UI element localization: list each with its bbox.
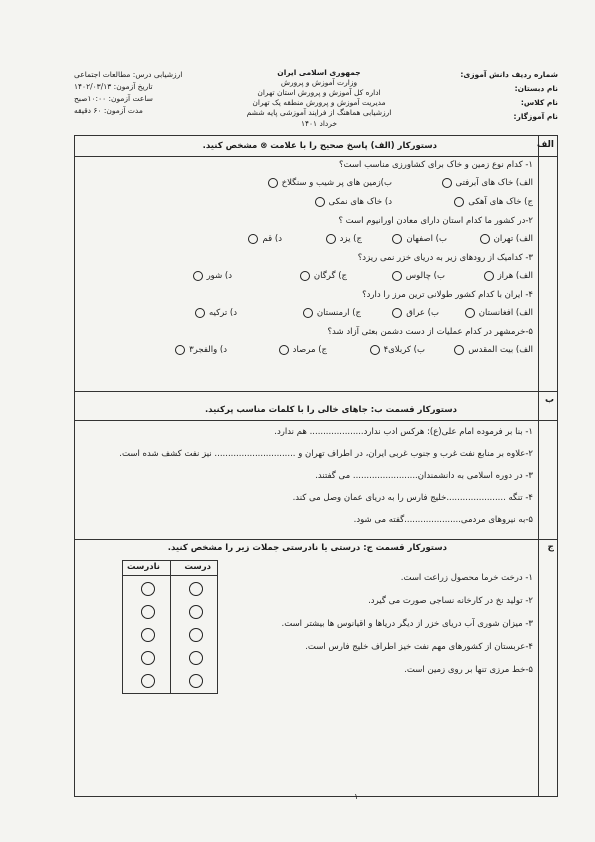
q3-option-c[interactable]: ج) گرگان bbox=[300, 271, 347, 281]
teacher-name-label: نام آموزگار: bbox=[513, 112, 558, 121]
false-circle-3[interactable] bbox=[141, 628, 155, 642]
header-exam-title: ارزشیابی هماهنگ از فرایند آموزشی پایه ششم bbox=[246, 108, 392, 117]
section-b-divider bbox=[75, 420, 557, 421]
q2-option-d[interactable]: د) قم bbox=[248, 234, 282, 244]
tf-item-3: ۳- میزان شوری آب دریای خزر از دیگر دریاها و اقیانوس ها بیشتر است. bbox=[281, 619, 533, 629]
true-circle-5[interactable] bbox=[189, 674, 203, 688]
q1-option-c[interactable]: ج) خاک های آهکی bbox=[454, 197, 533, 207]
blank-item-5: ۵-به نیروهای مردمی.....................گفته می شود. bbox=[353, 515, 533, 525]
true-circle-2[interactable] bbox=[189, 605, 203, 619]
radio-icon[interactable] bbox=[315, 197, 325, 207]
q3-option-b[interactable]: ب) چالوس bbox=[392, 271, 445, 281]
radio-icon[interactable] bbox=[268, 178, 278, 188]
q3-option-a[interactable]: الف) هراز bbox=[484, 271, 533, 281]
radio-icon[interactable] bbox=[465, 308, 475, 318]
radio-icon[interactable] bbox=[454, 197, 464, 207]
column-false-header: نادرست bbox=[127, 562, 160, 572]
question-1: ۱- کدام نوع زمین و خاک برای کشاورزی مناسب است؟ bbox=[339, 160, 533, 170]
section-a-instruction: دستورکار (الف) پاسخ صحیح را با علامت ⊗ مشخص کنید. bbox=[202, 141, 437, 151]
radio-icon[interactable] bbox=[195, 308, 205, 318]
exam-duration-label: مدت آزمون: ۶۰ دقیقه bbox=[74, 106, 143, 115]
radio-icon[interactable] bbox=[392, 234, 402, 244]
question-4: ۴- ایران با کدام کشور طولانی ترین مرز را دارد؟ bbox=[362, 290, 533, 300]
student-number-label: شماره ردیف دانش آموزی: bbox=[460, 70, 558, 79]
q4-option-d[interactable]: د) ترکیه bbox=[195, 308, 237, 318]
tf-item-4: ۴-عربستان از کشورهای مهم نفت خیز اطراف خلیج فارس است. bbox=[305, 642, 533, 652]
exam-header bbox=[74, 62, 558, 136]
section-a-divider bbox=[75, 156, 557, 157]
true-circle-3[interactable] bbox=[189, 628, 203, 642]
q2-option-b[interactable]: ب) اصفهان bbox=[392, 234, 447, 244]
radio-icon[interactable] bbox=[279, 345, 289, 355]
question-3: ۳- کدامیک از رودهای زیر به دریای خزر نمی ریزد؟ bbox=[357, 253, 533, 263]
tf-item-1: ۱- درخت خرما محصول زراعت است. bbox=[400, 573, 533, 583]
radio-icon[interactable] bbox=[392, 308, 402, 318]
tf-item-2: ۲- تولید نخ در کارخانه نساجی صورت می گیرد. bbox=[368, 596, 533, 606]
false-circle-2[interactable] bbox=[141, 605, 155, 619]
radio-icon[interactable] bbox=[248, 234, 258, 244]
radio-icon[interactable] bbox=[370, 345, 380, 355]
radio-icon[interactable] bbox=[442, 178, 452, 188]
radio-icon[interactable] bbox=[484, 271, 494, 281]
q4-option-b[interactable]: ب) عراق bbox=[392, 308, 439, 318]
radio-icon[interactable] bbox=[175, 345, 185, 355]
header-exam-date: خرداد ۱۴۰۱ bbox=[300, 119, 338, 128]
section-b-letter: ب bbox=[544, 395, 554, 405]
false-circle-5[interactable] bbox=[141, 674, 155, 688]
section-c-top-line bbox=[75, 539, 557, 540]
section-c-instruction: دستورکار قسمت ج: درستی یا نادرستی جملات زیر را مشخص کنید. bbox=[167, 543, 447, 553]
radio-icon[interactable] bbox=[326, 234, 336, 244]
radio-icon[interactable] bbox=[480, 234, 490, 244]
true-false-table bbox=[122, 560, 218, 694]
question-5: ۵-خرمشهر در کدام عملیات از دست دشمن بعثی آزاد شد؟ bbox=[327, 327, 533, 337]
true-circle-1[interactable] bbox=[189, 582, 203, 596]
blank-item-1: ۱- بنا بر فرموده امام علی(ع): هرکس ادب ندارد.................... هم ندارد. bbox=[274, 427, 533, 437]
section-a-letter: الف bbox=[536, 140, 554, 150]
q4-option-c[interactable]: ج) ارمنستان bbox=[303, 308, 361, 318]
subject-label: ارزشیابی درس: مطالعات اجتماعی bbox=[74, 70, 183, 79]
false-circle-4[interactable] bbox=[141, 651, 155, 665]
radio-icon[interactable] bbox=[303, 308, 313, 318]
q4-option-a[interactable]: الف) افغانستان bbox=[465, 308, 533, 318]
section-margin-line bbox=[538, 136, 539, 796]
exam-body-frame bbox=[74, 135, 558, 797]
q3-option-d[interactable]: د) شور bbox=[193, 271, 232, 281]
header-ministry: وزارت آموزش و پرورش bbox=[280, 78, 358, 87]
q5-option-d[interactable]: د) والفجر۳ bbox=[175, 345, 227, 355]
section-c-letter: ج bbox=[547, 542, 554, 552]
section-b-top-line bbox=[75, 391, 557, 392]
q5-option-c[interactable]: ج) مرصاد bbox=[279, 345, 327, 355]
blank-item-2: ۲-علاوه بر منابع نفت غرب و جنوب غربی ایران، در اطراف تهران و .............................. نیز نفت کشف شده است. bbox=[119, 449, 533, 459]
header-country: جمهوری اسلامی ایران bbox=[277, 68, 361, 77]
column-true-header: درست bbox=[184, 562, 211, 572]
exam-date-label: تاریخ آزمون: ۱۴۰۲/۰۳/۱۳ bbox=[74, 82, 153, 91]
q1-option-b[interactable]: ب)زمین های پر شیب و سنگلاخ bbox=[268, 178, 392, 188]
q1-option-a[interactable]: الف) خاک های آبرفتی bbox=[442, 178, 533, 188]
header-directorate: اداره کل آموزش و پرورش استان تهران bbox=[257, 88, 381, 97]
page-number: ۱ bbox=[354, 792, 359, 801]
false-circle-1[interactable] bbox=[141, 582, 155, 596]
tf-item-5: ۵-خط مرزی تنها بر روی زمین است. bbox=[404, 665, 533, 675]
q5-option-a[interactable]: الف) بیت المقدس bbox=[454, 345, 533, 355]
exam-sheet bbox=[74, 62, 558, 801]
true-circle-4[interactable] bbox=[189, 651, 203, 665]
exam-time-label: ساعت آزمون: ۱۰:۰۰صبح bbox=[74, 94, 153, 103]
header-district: مدیریت آموزش و پرورش منطقه یک تهران bbox=[252, 98, 386, 107]
school-name-label: نام دبستان: bbox=[514, 84, 558, 93]
blank-item-4: ۴- تنگه ......................خلیج فارس را به دریای عمان وصل می کند. bbox=[292, 493, 533, 503]
q1-option-d[interactable]: د) خاک های نمکی bbox=[315, 197, 392, 207]
radio-icon[interactable] bbox=[454, 345, 464, 355]
radio-icon[interactable] bbox=[300, 271, 310, 281]
q5-option-b[interactable]: ب) کربلای۴ bbox=[370, 345, 425, 355]
q2-option-a[interactable]: الف) تهران bbox=[480, 234, 533, 244]
radio-icon[interactable] bbox=[193, 271, 203, 281]
radio-icon[interactable] bbox=[392, 271, 402, 281]
question-2: ۲-در کشور ما کدام استان دارای معادن اورانیوم است ؟ bbox=[338, 216, 533, 226]
q2-option-c[interactable]: ج) یزد bbox=[326, 234, 362, 244]
class-name-label: نام کلاس: bbox=[520, 98, 558, 107]
blank-item-3: ۳- در دوره اسلامی به دانشمندان........................ می گفتند. bbox=[315, 471, 533, 481]
section-b-instruction: دستورکار قسمت ب: جاهای خالی را با کلمات مناسب پرکنید. bbox=[204, 405, 457, 415]
